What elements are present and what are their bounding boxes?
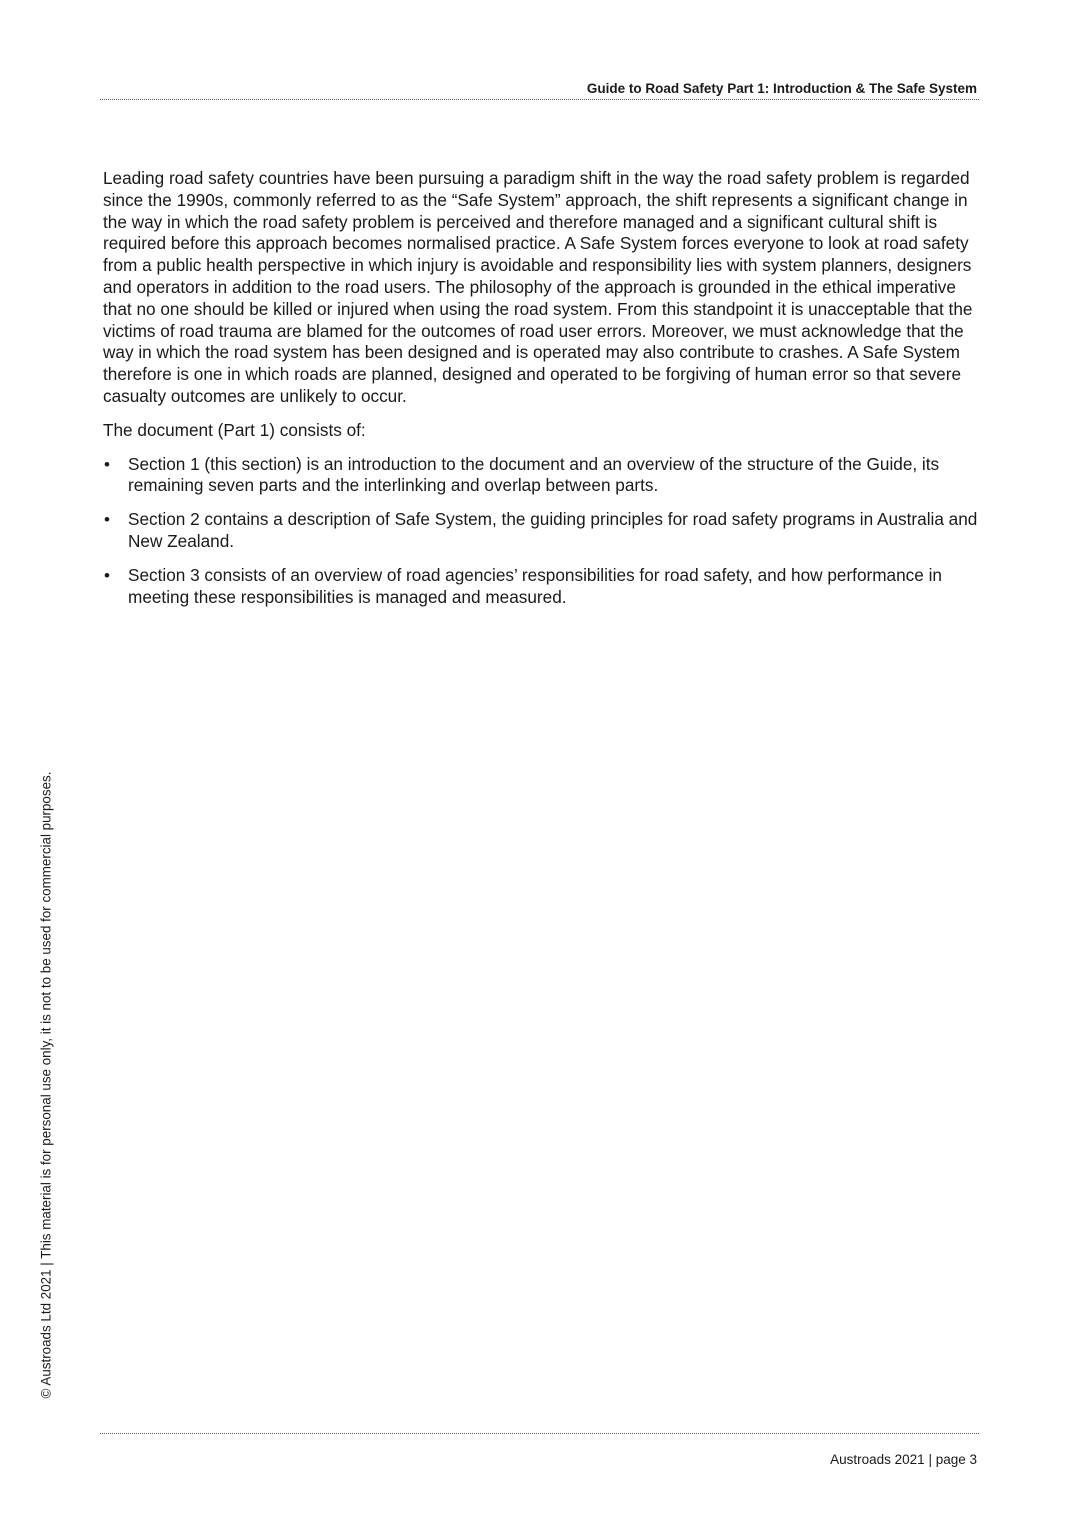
list-intro: The document (Part 1) consists of: xyxy=(103,419,366,440)
bullet-icon: • xyxy=(104,510,110,530)
page-header-title: Guide to Road Safety Part 1: Introduction & The Safe System xyxy=(586,81,977,96)
main-content xyxy=(103,168,983,620)
list-item-text: Section 3 consists of an overview of road agencies’ responsibilities for road safety, and how performance in meeting these responsibilities is managed and measured. xyxy=(128,564,942,607)
footer-divider xyxy=(100,1433,979,1434)
section-list xyxy=(103,454,983,609)
bullet-icon: • xyxy=(104,454,110,474)
list-item xyxy=(103,509,983,553)
page-footer: Austroads 2021 | page 3 xyxy=(830,1452,977,1467)
bullet-icon: • xyxy=(104,565,110,585)
header-divider xyxy=(100,99,979,100)
list-item xyxy=(103,565,983,609)
list-item xyxy=(103,454,983,498)
copyright-side-note: © Austroads Ltd 2021 | This material is for personal use only, it is not to be used for commercial purposes. xyxy=(38,771,54,1399)
list-item-text: Section 1 (this section) is an introduction to the document and an overview of the structure of the Guide, its remaining seven parts and the interlinking and overlap between parts. xyxy=(128,453,940,496)
list-item-text: Section 2 contains a description of Safe System, the guiding principles for road safety programs in Australia and New Zealand. xyxy=(128,509,978,551)
body-paragraph: Leading road safety countries have been pursuing a paradigm shift in the way the road safety problem is regarded since the 1990s, commonly referred to as the “Safe System” approach, the shift represents a significant change in the way in which the road safety problem is perceived and therefore managed and a significant cultural shift is required before this approach becomes normalised practice. A Safe System forces everyone to look at road safety from a public health perspective in which injury is avoidable and responsibility lies with system planners, designers and operators in addition to the road users. The philosophy of the approach is grounded in the ethical imperative that no one should be killed or injured when using the road system. From this standpoint it is unacceptable that the victims of road trauma are blamed for the outcomes of road user errors. Moreover, we must acknowledge that the way in which the road system has been designed and is operated may also contribute to crashes. A Safe System therefore is one in which roads are planned, designed and operated to be forgiving of human error so that severe casualty outcomes are unlikely to occur. xyxy=(103,168,973,406)
